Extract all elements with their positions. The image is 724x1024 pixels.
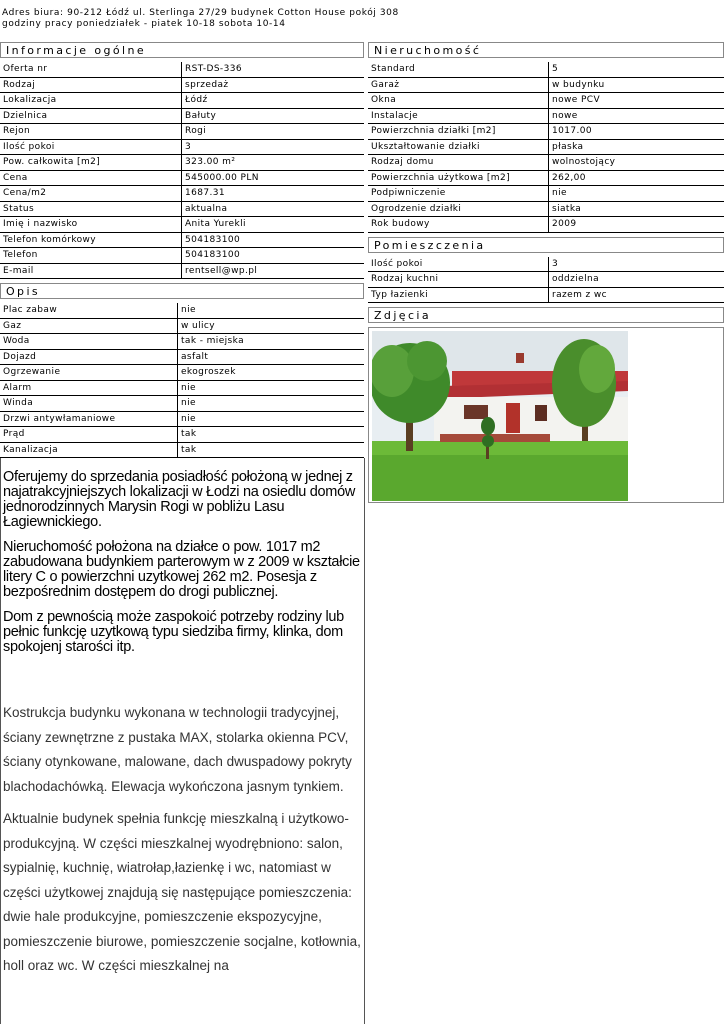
description-paragraph: Nieruchomość położona na działce o pow. 1017 m2 zabudowana budynkiem parterowym w z 2009 w kształcie litery C o powierzchni uzytkowej 262 m2. Posesja z bezpośrednim dostępem do drogi publicznej. — [3, 539, 360, 600]
field-label: Ukształtowanie działki — [368, 139, 549, 155]
field-value: nowe — [549, 108, 724, 124]
field-value: oddzielna — [549, 272, 724, 288]
house-photo[interactable] — [372, 331, 628, 501]
field-label: Telefon komórkowy — [0, 232, 182, 248]
field-label: Dojazd — [0, 349, 178, 365]
property-row — [368, 93, 724, 109]
left-column — [0, 42, 364, 458]
opis-row — [0, 411, 364, 427]
field-value: ekogroszek — [178, 365, 365, 381]
field-label: Prąd — [0, 427, 178, 443]
general-row — [0, 232, 364, 248]
field-label: Rok budowy — [368, 217, 549, 233]
field-value: tak - miejska — [178, 334, 365, 350]
section-title-nieruchomosc: Nieruchomość — [368, 42, 724, 58]
field-label: Ilość pokoi — [368, 257, 549, 272]
property-row — [368, 139, 724, 155]
field-label: Alarm — [0, 380, 178, 396]
opis-row — [0, 442, 364, 458]
general-row — [0, 93, 364, 109]
field-label: Woda — [0, 334, 178, 350]
field-value: nie — [178, 396, 365, 412]
property-table — [368, 62, 724, 233]
rooms-row — [368, 287, 724, 303]
field-label: Winda — [0, 396, 178, 412]
general-row — [0, 170, 364, 186]
office-hours: godziny pracy poniedziałek - piatek 10-18 sobota 10-14 — [2, 19, 286, 29]
opis-row — [0, 334, 364, 350]
field-value: Anita Yurekli — [182, 217, 365, 233]
field-value: RST-DS-336 — [182, 62, 365, 77]
field-value: aktualna — [182, 201, 365, 217]
field-label: Standard — [368, 62, 549, 77]
field-label: Drzwi antywłamaniowe — [0, 411, 178, 427]
description-paragraph: Oferujemy do sprzedania posiadłość położoną w jednej z najatrakcyjniejszych lokalizacji w Łodzi na osiedlu domów jednorodzinnych Marysin Rogi w pobliżu Lasu Łagiewnickiego. — [3, 469, 356, 530]
field-label: Ilość pokoi — [0, 139, 182, 155]
field-label: Rejon — [0, 124, 182, 140]
field-label: Powierzchnia działki [m2] — [368, 124, 549, 140]
opis-row — [0, 396, 364, 412]
field-label: Podpiwniczenie — [368, 186, 549, 202]
field-value: 262,00 — [549, 170, 724, 186]
field-label: Lokalizacja — [0, 93, 182, 109]
field-value: Łódź — [182, 93, 365, 109]
field-value: Rogi — [182, 124, 365, 140]
rooms-row — [368, 257, 724, 272]
field-value: nie — [178, 303, 365, 318]
office-address: Adres biura: 90-212 Łódź ul. Sterlinga 27/29 budynek Cotton House pokój 308 — [2, 8, 399, 18]
property-row — [368, 217, 724, 233]
right-column — [368, 42, 724, 503]
opis-table — [0, 303, 364, 458]
property-row — [368, 108, 724, 124]
field-label: Instalacje — [368, 108, 549, 124]
general-row — [0, 77, 364, 93]
section-title-opis: Opis — [0, 283, 364, 299]
general-row — [0, 108, 364, 124]
general-row — [0, 263, 364, 279]
field-label: Cena/m2 — [0, 186, 182, 202]
field-value: 5 — [549, 62, 724, 77]
rooms-row — [368, 272, 724, 288]
opis-row — [0, 318, 364, 334]
opis-row — [0, 427, 364, 443]
field-value: nie — [178, 411, 365, 427]
field-label: Imię i nazwisko — [0, 217, 182, 233]
field-label: Status — [0, 201, 182, 217]
property-row — [368, 62, 724, 77]
field-label: Gaz — [0, 318, 178, 334]
field-value: 2009 — [549, 217, 724, 233]
property-row — [368, 77, 724, 93]
opis-row — [0, 303, 364, 318]
field-value: tak — [178, 442, 365, 458]
field-value: 504183100 — [182, 232, 365, 248]
field-label: Powierzchnia użytkowa [m2] — [368, 170, 549, 186]
property-row — [368, 201, 724, 217]
field-label: Okna — [368, 93, 549, 109]
field-label: Plac zabaw — [0, 303, 178, 318]
field-value: 323.00 m² — [182, 155, 365, 171]
description-paragraph: Aktualnie budynek spełnia funkcję mieszkalną i użytkowo-produkcyjną. W części mieszkalnej wyodrębniono: salon, sypialnię, kuchnię, wiatrołap,łazienkę i wc, natomiast w części użytkowej znajdują się następujące pomieszczenia: dwie hale produkcyjne, pomieszczenie ekspozycyjne, pomieszczenie biurowe, pomieszczenie socjalne, kotłownia, holl oraz wc. W części mieszkalnej na — [3, 811, 361, 973]
property-row — [368, 124, 724, 140]
property-row — [368, 186, 724, 202]
field-value: w budynku — [549, 77, 724, 93]
general-row — [0, 155, 364, 171]
general-row — [0, 139, 364, 155]
field-value: 504183100 — [182, 248, 365, 264]
field-value: wolnostojący — [549, 155, 724, 171]
office-header — [2, 8, 399, 30]
field-value: nie — [549, 186, 724, 202]
field-label: Oferta nr — [0, 62, 182, 77]
description-text — [3, 470, 363, 987]
field-label: Ogrodzenie działki — [368, 201, 549, 217]
general-info-table — [0, 62, 364, 279]
field-value: nie — [178, 380, 365, 396]
field-value: asfalt — [178, 349, 365, 365]
opis-row — [0, 365, 364, 381]
general-row — [0, 201, 364, 217]
field-value: rentsell@wp.pl — [182, 263, 365, 279]
field-label: E-mail — [0, 263, 182, 279]
field-label: Telefon — [0, 248, 182, 264]
field-value: 545000.00 PLN — [182, 170, 365, 186]
description-paragraph: Kostrukcja budynku wykonana w technologii tradycyjnej, ściany zewnętrzne z pustaka MAX, stolarka okienna PCV, ściany otynkowane, malowane, dach dwuspadowy pokryty blachodachówką. Elewacja wykończona jasnym tynkiem. — [3, 705, 352, 794]
field-value: 3 — [182, 139, 365, 155]
field-label: Rodzaj kuchni — [368, 272, 549, 288]
description-left-border — [0, 458, 1, 1024]
rooms-table — [368, 257, 724, 304]
property-row — [368, 155, 724, 171]
section-title-zdjecia: Zdjęcia — [368, 307, 724, 323]
general-row — [0, 186, 364, 202]
general-row — [0, 248, 364, 264]
opis-row — [0, 380, 364, 396]
field-value: 1687.31 — [182, 186, 365, 202]
field-label: Typ łazienki — [368, 287, 549, 303]
opis-row — [0, 349, 364, 365]
field-value: sprzedaż — [182, 77, 365, 93]
field-label: Cena — [0, 170, 182, 186]
field-value: Bałuty — [182, 108, 365, 124]
field-value: nowe PCV — [549, 93, 724, 109]
field-label: Pow. całkowita [m2] — [0, 155, 182, 171]
field-value: w ulicy — [178, 318, 365, 334]
field-value: razem z wc — [549, 287, 724, 303]
field-value: 1017.00 — [549, 124, 724, 140]
property-row — [368, 170, 724, 186]
description-right-border — [364, 458, 365, 1024]
field-label: Rodzaj domu — [368, 155, 549, 171]
general-row — [0, 62, 364, 77]
field-value: płaska — [549, 139, 724, 155]
field-label: Rodzaj — [0, 77, 182, 93]
field-label: Garaż — [368, 77, 549, 93]
section-title-general: Informacje ogólne — [0, 42, 364, 58]
field-label: Dzielnica — [0, 108, 182, 124]
general-row — [0, 217, 364, 233]
description-paragraph: Dom z pewnością może zaspokoić potrzeby rodziny lub pełnic funkcję uzytkową typu siedziba firmy, klinka, dom spokojenj starości itp. — [3, 609, 344, 655]
field-value: tak — [178, 427, 365, 443]
section-title-pomieszczenia: Pomieszczenia — [368, 237, 724, 253]
field-label: Ogrzewanie — [0, 365, 178, 381]
field-value: siatka — [549, 201, 724, 217]
general-row — [0, 124, 364, 140]
field-label: Kanalizacja — [0, 442, 178, 458]
photo-box — [368, 327, 724, 503]
field-value: 3 — [549, 257, 724, 272]
